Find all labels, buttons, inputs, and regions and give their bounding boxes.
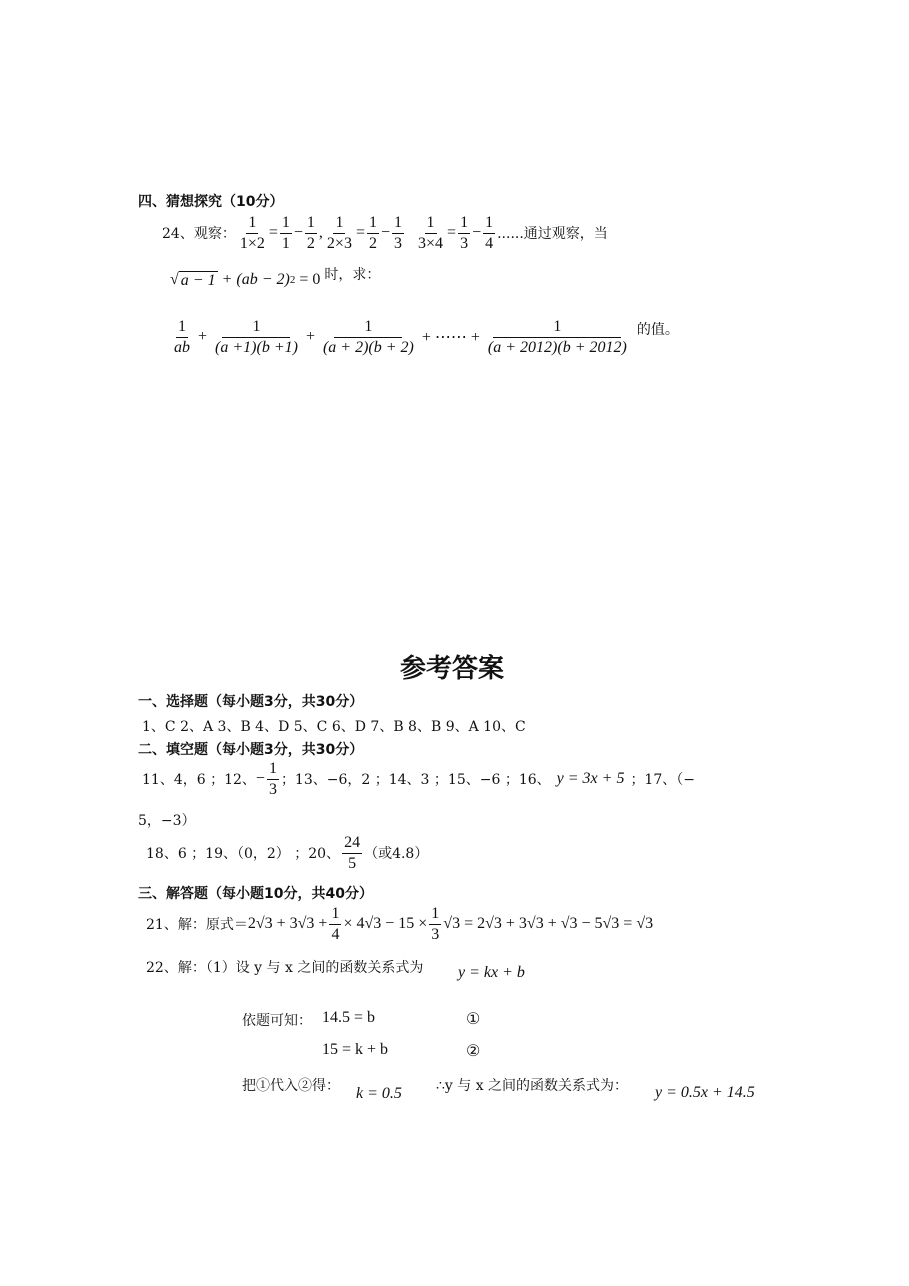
q22-k: k = 0.5 — [356, 1085, 402, 1102]
q22-label: 22、解：（1）设 y 与 x 之间的函数关系式为 — [146, 960, 424, 976]
ans-13-16: ；13、−6，2 ；14、3 ；15、−6 ；16、 — [280, 772, 551, 789]
observe-rhs-b-1: $\frac{1}{2}$ — [306, 214, 315, 252]
eq-16: y = 3x + 5 — [556, 770, 625, 788]
q21-part-3: √3 = 2√3 + 3√3 + √3 − 5√3 = √3 — [443, 915, 654, 933]
q22-mark-2: ② — [466, 1043, 481, 1060]
s2-line-1 — [142, 760, 695, 798]
q24-label: 24、观察： — [162, 226, 236, 243]
sum-term-1: $\frac{1}{ab}$ — [174, 318, 190, 356]
observe-lhs-2: $\frac{1}{2\times 3}$ — [326, 214, 352, 252]
ans-20-alt: （或4.8） — [364, 846, 429, 863]
sum-term-2: $\frac{1}{(a +1)(b +1)}$ — [215, 318, 298, 356]
q22-substitute: 把①代入②得： — [242, 1078, 340, 1094]
condition-exponent: 2 — [289, 274, 296, 286]
s1-answers: 1、C 2、A 3、B 4、D 5、C 6、D 7、B 8、B 9、A 10、C — [142, 719, 526, 735]
sum-term-3: $\frac{1}{(a + 2)(b + 2)}$ — [322, 318, 414, 356]
observe-rhs-b-2: $\frac{1}{3}$ — [394, 214, 403, 252]
condition-tail: 时，求： — [324, 267, 381, 283]
q22-eq2: 15 = k + b — [322, 1041, 389, 1058]
q21-solution — [146, 905, 653, 943]
observe-lhs-1: $\frac{1}{1\times 2}$ — [239, 214, 265, 252]
s3-heading: 三、解答题（每小题10分，共40分） — [138, 886, 373, 902]
q24-sum: $\frac{1}{ab}$ + $\frac{1}{(a +1)(b +1)}$ + $\frac{1}{(a + 2)(b + 2)}$ + ⋯⋯ + $\frac{1}{(a + 2012)(b + 2012)}$ 的值。 — [174, 318, 679, 356]
q21-part-1: 2√3 + 3√3 + — [247, 915, 328, 933]
q21-frac-1: $\frac{1}{4}$ — [331, 905, 340, 943]
sqrt-expression: √ a − 1 — [170, 271, 216, 289]
condition-equals: = 0 — [299, 271, 321, 288]
sum-term-4: $\frac{1}{(a + 2012)(b + 2012)}$ — [487, 318, 627, 356]
s2-line-2: 5，−3） — [138, 813, 196, 829]
frac-12-sign: − — [255, 770, 265, 788]
q24-condition — [170, 267, 381, 290]
q22-eq1: 14.5 = b — [322, 1009, 376, 1026]
q21-label: 21、解：原式＝ — [146, 917, 248, 934]
ans-18-20: 18、6 ；19、（0，2） ；20、 — [146, 846, 341, 863]
q21-frac-2: $\frac{1}{3}$ — [431, 905, 440, 943]
observe-rhs-a-2: $\frac{1}{2}$ — [368, 214, 377, 252]
q22-eq: y = kx + b — [458, 964, 525, 981]
q22-know: 依题可知： — [242, 1013, 312, 1029]
q24-observe-line — [162, 214, 608, 252]
q22-mark-1: ① — [466, 1011, 481, 1028]
observe-tail: ......通过观察，当 — [497, 226, 608, 243]
q22-final: y = 0.5x + 14.5 — [655, 1084, 755, 1101]
observe-rhs-a-1: $\frac{1}{1}$ — [281, 214, 290, 252]
frac-12: $\frac{1}{3}$ — [268, 760, 277, 798]
answers-title: 参考答案 — [400, 654, 505, 684]
q21-part-2: × 4√3 − 15 × — [343, 915, 428, 933]
ans-11-12: 11、4，6 ；12、 — [142, 772, 256, 789]
condition-square: + (ab − 2) — [221, 271, 290, 288]
observe-rhs-a-3: $\frac{1}{3}$ — [460, 214, 469, 252]
sum-tail: 的值。 — [636, 322, 679, 339]
observe-equations: $\frac{1}{1\times 2}$ = $\frac{1}{1}$ − $\frac{1}{2}$ , $\frac{1}{2\times 3}$ = $\frac{1}{2}$ − $\frac{1}{3}$ $\frac{1}{3\times 4}$ = $\frac{1}{3}$ − $\frac{1}{4}$ — [239, 214, 494, 252]
ans-17: ；17、（− — [630, 772, 695, 789]
s1-heading: 一、选择题（每小题3分，共30分） — [138, 694, 364, 710]
s2-heading: 二、填空题（每小题3分，共30分） — [138, 742, 364, 758]
observe-rhs-b-3: $\frac{1}{4}$ — [485, 214, 494, 252]
s2-line-3 — [146, 834, 428, 872]
sum-dots: + ⋯⋯ + — [421, 329, 480, 347]
observe-lhs-3: $\frac{1}{3\times 4}$ — [418, 214, 444, 252]
q22-therefore: ∴y 与 x 之间的函数关系式为： — [436, 1078, 629, 1094]
section4-heading: 四、猜想探究（10分） — [138, 194, 284, 210]
frac-20: $\frac{24}{5}$ — [344, 834, 361, 872]
